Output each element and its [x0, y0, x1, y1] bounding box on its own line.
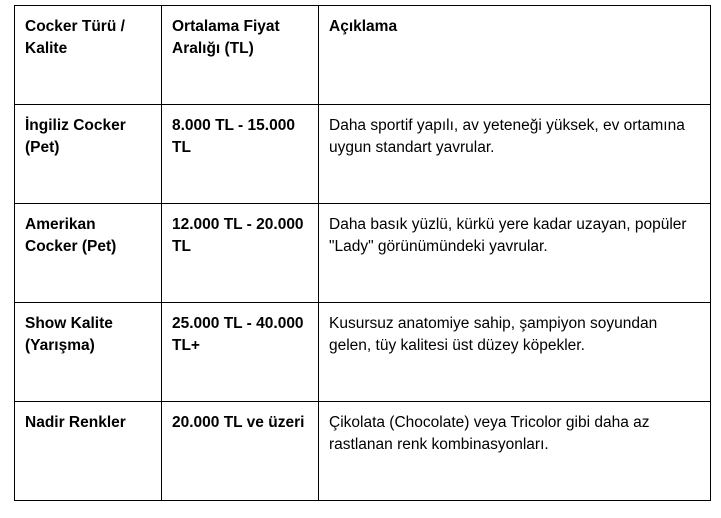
- row-description: Kusursuz anatomiye sahip, şampiyon soyundan gelen, tüy kalitesi üst düzey köpekler.: [319, 303, 711, 402]
- row-type: Nadir Renkler: [15, 402, 162, 501]
- row-type: Amerikan Cocker (Pet): [15, 204, 162, 303]
- table-row: [15, 105, 711, 204]
- row-description: Daha basık yüzlü, kürkü yere kadar uzayan, popüler "Lady" görünümündeki yavrular.: [319, 204, 711, 303]
- row-price: 8.000 TL - 15.000 TL: [162, 105, 319, 204]
- row-type: Show Kalite (Yarışma): [15, 303, 162, 402]
- table-row: [15, 303, 711, 402]
- row-type: İngiliz Cocker (Pet): [15, 105, 162, 204]
- header-description: Açıklama: [319, 6, 711, 105]
- price-table: [14, 5, 711, 501]
- header-type: Cocker Türü / Kalite: [15, 6, 162, 105]
- row-price: 25.000 TL - 40.000 TL+: [162, 303, 319, 402]
- row-description: Daha sportif yapılı, av yeteneği yüksek, ev ortamına uygun standart yavrular.: [319, 105, 711, 204]
- table-header-row: [15, 6, 711, 105]
- header-price: Ortalama Fiyat Aralığı (TL): [162, 6, 319, 105]
- row-price: 20.000 TL ve üzeri: [162, 402, 319, 501]
- table-row: [15, 204, 711, 303]
- table-row: [15, 402, 711, 501]
- row-price: 12.000 TL - 20.000 TL: [162, 204, 319, 303]
- row-description: Çikolata (Chocolate) veya Tricolor gibi daha az rastlanan renk kombinasyonları.: [319, 402, 711, 501]
